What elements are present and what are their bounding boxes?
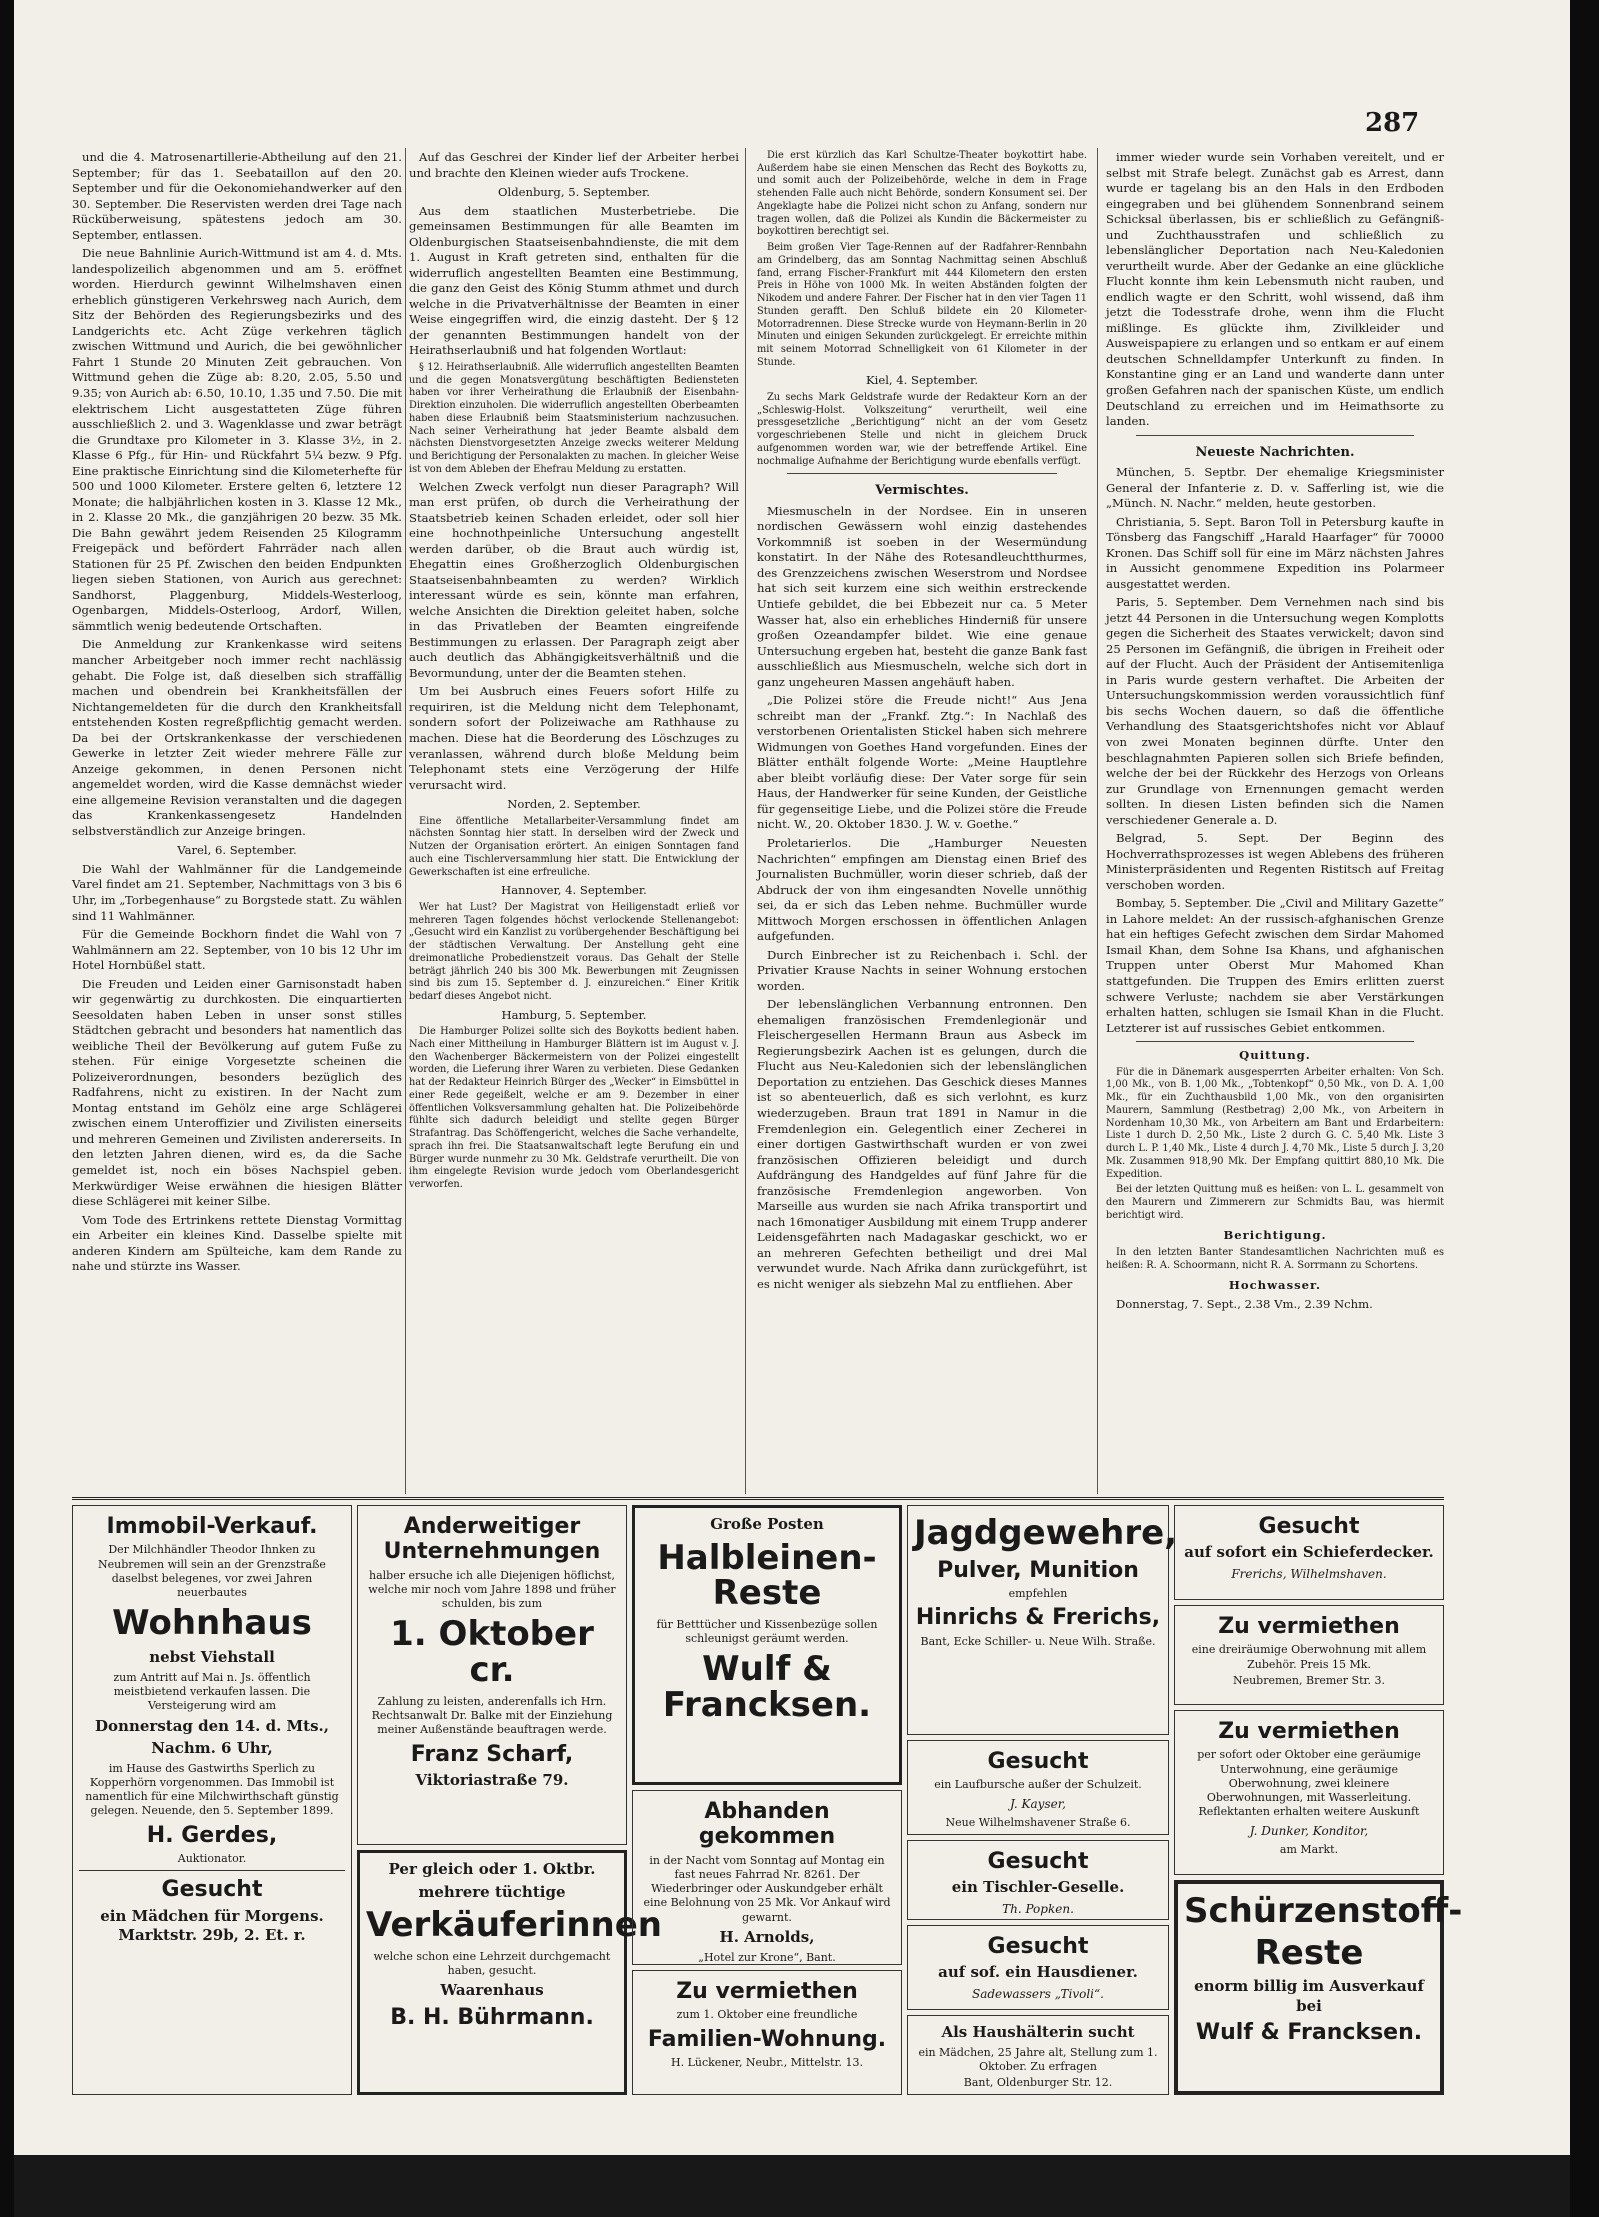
ad-date: Donnerstag den 14. d. Mts., — [95, 1716, 329, 1735]
ad-text: für Betttücher und Kissenbezüge sollen schleunigst geräumt werden. — [656, 1617, 878, 1646]
column-divider — [1097, 148, 1098, 1494]
ad-headline: Schürzenstoff- — [1184, 1891, 1463, 1931]
ad-signature: H. Arnolds, — [719, 1928, 815, 1947]
ad-text: im Hause des Gastwirths Sperlich zu Kopperhörn vorgenommen. Das Immobil ist namentlich für eine Milchwirthschaft günstig gelegen. Neuende, den 5. September 1899. — [85, 1761, 339, 1818]
ad-signature: H. Gerdes, — [146, 1822, 278, 1848]
article-text: Welchen Zweck verfolgt nun dieser Paragraph? Will man erst prüfen, ob durch die Verheirathung der Staatsbetrieb keinen Schaden erleidet, oder soll hier eine hochnothpeinliche Untersuchung angestellt werden darüber, ob die Braut auch würdig ist, Ehegattin eines Großherzoglich Oldenburgischen Staatseisenbahnbeamten zu werden? Wirklich interessant würde es sein, könnte man erfahren, welche Ansichten die Direktion geleitet haben, solche in das Privatleben der Beamten eingreifende Bestimmungen zu erlassen. Der Paragraph zeigt aber auch deutlich das Abhängigkeitsverhältniß und die Bevormundung, unter der die Beamten stehen. — [409, 479, 739, 680]
article-text: Donnerstag, 7. Sept., 2.38 Vm., 2.39 Nchm. — [1116, 1296, 1373, 1311]
section-separator — [1136, 1041, 1414, 1042]
article-text: Die neue Bahnlinie Aurich-Wittmund ist am 4. d. Mts. landespolizeilich abgenommen und am 5. eröffnet worden. Hierdurch gewinnt Wilhelmshaven einen erheblich günstigeren Verkehrsweg nach Aurich, dem Sitz der Behörden des Regierungsbezirks und des Landgerichts etc. Acht Züge verkehren täglich zwischen Wittmund und Aurich, die bei gewöhnlicher Fahrt 1 Stunde 20 Minuten Zeit gebrauchen. Von Wittmund gehen die Züge ab: 8.20, 2.05, 5.50 und 9.35; von Aurich ab: 6.50, 10.10, 1.35 und 7.50. Die mit elektrischem Licht ausgestatteten Züge führen ausschließlich 2. und 3. Wagenklasse und zwar beträgt die Grundtaxe pro Kilometer in 3. Klasse 3½, in 2. Klasse 6 Pfg., für Hin- und Rückfahrt 5¼ bezw. 9 Pfg. Eine praktische Einrichtung sind die Kilometerhefte für 500 und 1000 Kilometer. Erstere gelten 6, letztere 12 Monate; die halbjährlichen kosten in 3. Klasse 12 Mk., in 2. Klasse 20 Mk., die ganzjährigen 20 bezw. 35 Mk. Die Bahn gewährt jedem Reisenden 25 Kilogramm Freigepäck und befördert Fahrräder nach allen Stationen für 25 Pf. Zwischen den beiden Endpunkten liegen sieben Stationen, von Aurich aus gerechnet: Sandhorst, Plaggenburg, Middels-Westerloog, Ogenbargen, Middels-Osterloog, Ardorf, Willen, sämmtlich wenig bedeutende Ortschaften. — [72, 246, 402, 633]
ad-subheadline: mehrere tüchtige — [418, 1882, 566, 1901]
section-heading: Berichtigung. — [1223, 1228, 1327, 1243]
ad-headline: 1. Oktober cr. — [390, 1614, 594, 1691]
ad-address: Neubremen, Bremer Str. 3. — [1232, 1673, 1386, 1687]
ad-hausdiener — [907, 1925, 1169, 2010]
ad-address: „Hotel zur Krone“, Bant. — [698, 1950, 836, 1964]
ad-schuerzenstoff-reste — [1174, 1880, 1463, 2095]
ad-title: Große Posten — [710, 1515, 824, 1533]
article-text: Die Freuden und Leiden einer Garnisonstadt haben wir gegenwärtig zu durchkosten. Die einquartierten Seesoldaten haben Leben in unser sonst stilles Städtchen gebracht und besonders hat namentlich das weibliche Theil der Bevölkerung auf gutem Fuße zu stehen. Für einige Vorgesetzte scheinen die Polizeiverordnungen, besonders bezüglich des Radfahrens, nicht zu existiren. In der Nacht zum Montag entstand im Gehölz eine arge Schlägerei zwischen einem Unteroffizier und Zivilisten einerseits und mehreren Gemeinen und Zivilisten andererseits. In den letzten Jahren dienen, wird es, da die Sache gemeldet ist, noch ein böses Nachspiel geben. Merkwürdiger Weise erwähnen die hiesigen Blätter diese Schlägerei mit keiner Silbe. — [72, 976, 402, 1209]
section-separator — [787, 473, 1057, 474]
article-text: Zu sechs Mark Geldstrafe wurde der Redakteur Korn an der „Schleswig-Holst. Volkszeitung“ verurtheilt, weil eine pressgesetzliche „Berichtigung“ nicht an der vom Gesetz vorgeschriebenen Stelle und nicht in gleichem Druck aufgenommen worden war, wie der betreffende Artikel. Eine nochmalige Aufnahme der Berichtigung wurde ebenfalls verfügt. — [757, 392, 1087, 467]
dateline: Hamburg, 5. September. — [501, 1007, 647, 1022]
ad-text: ein Laufbursche außer der Schulzeit. — [934, 1778, 1142, 1792]
ad-text: per sofort oder Oktober eine geräumige Unterwohnung, eine geräumige Oberwohnung, zwei kleinere Oberwohnungen, mit Wasserleitung. Reflektanten erhalten weitere Auskunft — [1197, 1748, 1421, 1819]
ad-text: in der Nacht vom Sonntag auf Montag ein fast neues Fahrrad Nr. 8261. Der Wiederbringer oder Auskundgeber erhält eine Belohnung von 25 Mk. Vor Ankauf wird gewarnt. — [643, 1853, 891, 1924]
article-text: Für die Gemeinde Bockhorn findet die Wahl von 7 Wahlmännern am 22. September, von 10 bis 12 Uhr im Hotel Hornbüßel statt. — [72, 927, 402, 973]
ad-headline: Familien-Wohnung. — [647, 2026, 887, 2052]
ad-title: Als Haushälterin sucht — [941, 2023, 1135, 2041]
article-text: Durch Einbrecher ist zu Reichenbach i. Schl. der Privatier Krause Nachts in seiner Wohnung erstochen worden. — [757, 947, 1087, 993]
ad-title: Gesucht — [987, 1934, 1089, 1959]
dateline: Norden, 2. September. — [507, 797, 641, 812]
ad-text: Der Milchhändler Theodor Ihnken zu Neubremen will sein an der Grenzstraße daselbst belegenes, vor zwei Jahren neuerbautes — [98, 1543, 326, 1600]
article-text: Miesmuscheln in der Nordsee. Ein in unseren nordischen Gewässern wohl einzig dastehendes Vorkommniß ist soeben in der Wesermündung konstatirt. In der Nähe des Rotesandleuchtthurmes, des Grenzzeichens zwischen Weserstrom und Nordsee hat sich seit kurzem eine sich weithin erstreckende Untiefe gebildet, die bei Ebbezeit nur ca. 5 Meter Wasser hat, also ein erhebliches Hinderniß für unsere großen Ozeandampfer bildet. Wie eine genaue Untersuchung ergeben hat, besteht die ganze Bank fast ausschließlich aus Miesmuscheln, welche sich dort in ganz ungeheuren Massen angehäuft haben. — [757, 503, 1087, 689]
ad-text: eine dreiräumige Oberwohnung mit allem Zubehör. Preis 15 Mk. — [1191, 1643, 1427, 1671]
ad-text: zum 1. Oktober eine freundliche — [676, 2008, 858, 2022]
article-text: immer wieder wurde sein Vorhaben vereitelt, und er selbst mit Strafe belegt. Zunächst gab es Arrest, dann wurde er tagelang bis an den Hals in den Erdboden eingegraben und bei glühendem Sonnenbrand seinem Schicksal überlassen, bis er schließlich zu Gefängniß- und Zuchthausstrafen und schließlich zu lebenslänglicher Deportation nach Neu-Kaledonien verurtheilt wurde. Aber der Gedanke an eine glückliche Flucht konnte ihm kein Lebensmuth nicht rauben, und endlich wagte er den Schritt, wohl wissend, daß ihm jetzt die Todesstrafe drohe, wenn ihm die Flucht mißlinge. Es glückte ihm, Zivilkleider und Ausweispapiere zu erlangen und so entkam er auf einem deutschen Schnelldampfer Unterkunft zu finden. In Konstantine ging er an Land und wanderte dann unter großen Gefahren nach der spanischen Küste, um endlich Deutschland zu erreichen und im Heimathsorte zu landen. — [1106, 150, 1444, 429]
ad-address: Neue Wilhelmshavener Straße 6. — [945, 1816, 1131, 1830]
article-text: Belgrad, 5. Sept. Der Beginn des Hochverrathsprozesses ist wegen Ablebens des früheren Ministerpräsidenten und Regenten Ristitsch auf Freitag verschoben worden. — [1106, 831, 1444, 892]
ad-signature: J. Kayser, — [1010, 1796, 1066, 1811]
article-text: Paris, 5. September. Dem Vernehmen nach sind bis jetzt 44 Personen in die Untersuchung wegen Komplotts gegen die Sicherheit des Staates verwickelt; davon sind 25 Personen im Gefängniß, die übrigen in Freiheit oder auf der Flucht. Auch der Präsident der Antisemitenliga in Paris wurde gestern verhaftet. Die Arbeiten der Untersuchungskommission werden voraussichtlich fünf bis sechs Wochen dauern, so daß die öffentliche Verhandlung des Staatsgerichtshofes nicht vor Ablauf von zwei Monaten beginnen dürfte. Unter den beschlagnahmten Papieren sollen sich Briefe befinden, welche der bei der Rückkehr des Herzogs von Orleans zur Grundlage von Ernennungen gemacht werden sollten. In diesen Listen befinden sich die Namen verschiedener Generale a. D. — [1106, 595, 1444, 827]
ad-address: Viktoriastraße 79. — [415, 1771, 569, 1790]
advertisement-section-rule — [72, 1497, 1444, 1500]
article-text: Vom Tode des Ertrinkens rettete Dienstag Vormittag ein Arbeiter ein kleines Kind. Dasselbe spielte mit anderen Kindern am Spülteiche, kam dem Rande zu nahe und stürzte ins Wasser. — [72, 1212, 402, 1274]
article-text: München, 5. Septbr. Der ehemalige Kriegsminister General der Infanterie z. D. v. Safferling ist, wie die „Münch. N. Nachr.“ melden, heute gestorben. — [1106, 464, 1444, 511]
article-text: Bei der letzten Quittung muß es heißen: von L. L. gesammelt von den Maurern und Zimmerern zur Schmidts Bau, was hiermit berichtigt wird. — [1106, 1184, 1444, 1221]
ad-verkaeuferinnen — [357, 1850, 662, 2095]
ad-signature: Franz Scharf, — [410, 1741, 574, 1767]
ad-title: Zu vermiethen — [1218, 1614, 1400, 1639]
ad-zu-vermiethen-familienwohnung — [632, 1970, 902, 2095]
ad-subheadline: Waarenhaus — [440, 1981, 544, 2000]
ad-signature: Th. Popken. — [1002, 1901, 1074, 1916]
ad-signature: Wulf & Francksen. — [662, 1649, 872, 1726]
ad-jagdgewehre — [907, 1505, 1178, 1735]
section-heading: Hochwasser. — [1228, 1278, 1322, 1293]
ad-schieferdecker — [1174, 1505, 1444, 1600]
ad-text: Zahlung zu leisten, anderenfalls ich Hrn. Rechtsanwalt Dr. Balke mit der Einziehung meiner Außenstände beauftragen werde. — [371, 1694, 613, 1737]
article-text: Christiania, 5. Sept. Baron Toll in Petersburg kaufte in Tönsberg das Fangschiff „Harald Haarfager“ für 70000 Kronen. Das Schiff soll für eine im März nächsten Jahres in Aussicht genommene Expedition ins Polarmeer ausgestattet werden. — [1106, 514, 1444, 591]
article-text: Die Anmeldung zur Krankenkasse wird seitens mancher Arbeitgeber noch immer recht nachlässig gehabt. Die Folge ist, daß dieselben sich straffällig machen und obendrein bei Krankheitsfällen der Nichtangemeldeten für die durch den Krankheitsfall entstehenden Kosten regreßpflichtig gemacht werden. Da bei der Ortskrankenkasse der verschiedenen Gewerke in letzter Zeit wieder mehrere Fälle zur Anzeige gekommen, in denen Personen nicht angemeldet worden, wird die Kasse demnächst wieder eine allgemeine Revision veranstalten und die dagegen das Krankenkassengesetz Handelnden selbstverständlich zur Anzeige bringen. — [72, 637, 402, 838]
ad-franz-scharf — [357, 1505, 627, 1845]
article-text: Für die in Dänemark ausgesperrten Arbeiter erhalten: Von Sch. 1,00 Mk., von B. 1,00 Mk., „Tobtenkopf“ 0,50 Mk., von D. A. 1,00 Mk., für ein Zuchthausbild 1,00 Mk., von den organisirten Maurern, Sammlung (Restbetrag) 2,00 Mk., von Arbeitern in Nordenham 10,30 Mk., von Arbeitern am Bant und Erdarbeitern: Liste 1 durch D. 2,50 Mk., Liste 2 durch G. C. 5,40 Mk. Liste 3 durch L. P. 1,40 Mk., Liste 4 durch J. 4,70 Mk., Liste 5 durch J. 3,20 Mk. Zusammen 918,90 Mk. Der Empfang quittirt 880,10 Mk. Die Expedition. — [1106, 1066, 1444, 1180]
ad-title: Abhanden gekommen — [698, 1799, 836, 1850]
dateline: Oldenburg, 5. September. — [498, 185, 650, 200]
ad-title: Gesucht — [987, 1749, 1089, 1774]
ad-signature: Wulf & Francksen. — [1195, 2020, 1423, 2046]
ad-subheadline: Pulver, Munition — [937, 1557, 1139, 1583]
section-heading: Vermischtes. — [875, 483, 969, 499]
ad-zu-vermiethen-wohnungen — [1174, 1710, 1444, 1875]
article-text: Eine öffentliche Metallarbeiter-Versammlung findet am nächsten Sonntag hier statt. In derselben wird der Zweck und Nutzen der Organisation erörtert. An einigen Sonntagen fand auch eine Tischlerversammlung hier statt. Die Entwicklung der Gewerkschaften ist eine erfreuliche. — [409, 815, 739, 878]
ad-signature: B. H. Bührmann. — [390, 2004, 594, 2030]
article-text: Aus dem staatlichen Musterbetriebe. Die gemeinsamen Bestimmungen für alle Beamten im Oldenburgischen Staatseisenbahndienste, die mit dem 1. August in Kraft getreten sind, enthalten für die widerruflich angestellten Beamten eine Bestimmung, die ganz den Geist des König Stumm athmet und durch welche in die Privatverhältnisse der Beamten in einer Weise eingegriffen wird, die einzig dasteht. Der § 12 der genannten Bestimmungen handelt von der Heirathserlaubniß und hat folgenden Wortlaut: — [409, 203, 739, 358]
dateline: Varel, 6. September. — [177, 843, 297, 858]
ad-address: Bant, Oldenburger Str. 12. — [963, 2076, 1113, 2090]
ad-title: Zu vermiethen — [1218, 1719, 1400, 1744]
ad-headline: Halbleinen-Reste — [657, 1537, 877, 1614]
ad-signature: J. Dunker, Konditor, — [1249, 1823, 1369, 1838]
article-text: Bombay, 5. September. Die „Civil and Military Gazette“ in Lahore meldet: An der russisch-afghanischen Grenze hat ein heftiges Gefecht zwischen dem Sirdar Mahomed Ismail Khan, dem Sohne Isa Khans, und afghanischen Truppen unter Oberst Mur Mahomed Khan stattgefunden. Die Truppen des Emirs erlitten zuerst schwere Verluste; nachdem sie aber Verstärkungen erhalten hatten, schlugen sie Ismail Khan in die Flucht. Letzterer ist auf russisches Gebiet entkommen. — [1106, 896, 1444, 1035]
ad-text: enorm billig im Ausverkauf bei — [1194, 1977, 1424, 2015]
ad-address: H. Lückener, Neubr., Mittelstr. 13. — [670, 2055, 863, 2069]
section-heading: Neueste Nachrichten. — [1195, 444, 1355, 460]
article-text: Um bei Ausbruch eines Feuers sofort Hilfe zu requiriren, ist die Meldung nicht dem Telephonamt, sondern sofort der Polizeiwache am Rathhause zu machen. Diese hat die Beorderung des Löschzuges zu veranlassen, während durch bloße Meldung beim Telephonamt stets eine Verzögerung der Hilfe verursacht wird. — [409, 684, 739, 792]
ad-abhanden-gekommen — [632, 1790, 902, 1965]
scan-edge-right — [1570, 0, 1599, 2217]
article-text: Auf das Geschrei der Kinder lief der Arbeiter herbei und brachte den Kleinen wieder aufs Trockene. — [409, 150, 739, 180]
column-divider — [745, 148, 746, 1494]
ad-headline: Verkäuferinnen — [366, 1905, 662, 1945]
ad-text: ein Mädchen für Morgens. Marktstr. 29b, 2. Et. r. — [100, 1906, 324, 1945]
ad-signature: Frerichs, Wilhelmshaven. — [1231, 1566, 1387, 1581]
column-2 — [409, 150, 739, 1490]
article-text: Proletarierlos. Die „Hamburger Neuesten Nachrichten“ empfingen am Dienstag einen Brief des Journalisten Buchmüller, worin dieser schrieb, daß der Abdruck der von ihm eingesandten Novelle unnöthig sei, da er sich das Leben nehme. Buchmüller wurde Mittwoch Morgen erschossen in öffentlichen Anlagen aufgefunden. — [757, 835, 1087, 944]
ad-title: Gesucht — [987, 1849, 1089, 1874]
ad-title: Zu vermiethen — [676, 1979, 858, 2004]
article-text: Beim großen Vier Tage-Rennen auf der Radfahrer-Rennbahn am Grindelberg, das am Sonntag Nachmittag seinen Abschluß fand, errang Fischer-Frankfurt mit 444 Kilometern den ersten Preis in Höhe von 1000 Mk. In weiten Abständen folgten der Nikodem und andere Fahrer. Der Fischer hat in den vier Tagen 11 Stunden gerafft. Den Schluß bildete ein 20 Kilometer-Motorradrennen. Diese Strecke wurde von Heymann-Berlin in 20 Minuten und einigen Sekunden zurückgelegt. Er erreichte mithin mit seinem Motorrad Schnelligkeit von 61 Kilometer in der Stunde. — [757, 242, 1087, 368]
scan-edge-bottom — [14, 2155, 1570, 2217]
column-1 — [72, 150, 402, 1490]
ad-text: empfehlen — [1008, 1586, 1068, 1600]
ad-headline: Jagdgewehre, — [914, 1513, 1178, 1553]
article-text: Der lebenslänglichen Verbannung entronnen. Den ehemaligen französischen Fremdenlegionär und Fleischergesellen Hermann Braun aus Asbeck im Regierungsbezirk Aachen ist es gelungen, durch die Flucht aus Neu-Kaledonien sich der lebenslänglichen Deportation zu entziehen. Das Geschick dieses Mannes ist so abenteuerlich, daß es sich verlohnt, es kurz wiederzugeben. Braun trat 1891 in Namur in die Fremdenlegion ein. Gelegentlich einer Zecherei in einer dortigen Gastwirthschaft wurden er von zwei französischen Offizieren beleidigt und durch Aufdrängung des Handgeldes auf fünf Jahre für die französische Fremdenlegion angeworben. Von Marseille aus wurden sie nach Afrika transportirt und nach 16monatiger Ausbildung mit einem Trupp anderer Leidensgefährten nach Madagaskar geschickt, wo er an mehreren Gefechten betheiligt und drei Mal verwundet wurde. Nach Afrika dann zurückgeführt, ist es nicht weniger als siebzehn Mal zu entfliehen. Aber — [757, 997, 1087, 1291]
ad-signature: Sadewassers „Tivoli“. — [972, 1986, 1104, 2001]
ad-title: Gesucht — [79, 1870, 345, 1902]
ad-halbleinen-reste — [632, 1505, 902, 1785]
ad-title: Gesucht — [1258, 1514, 1360, 1539]
quoted-paragraph: § 12. Heirathserlaubniß. Alle widerruflich angestellten Beamten und die gegen Monatsvergütung beschäftigten Bediensteten haben vor ihrer Verheirathung die Erlaubniß der Eisenbahn-Direktion einzuholen. Die widerruflich angestellten Oberbeamten haben diese Erlaubniß beim Staatsministerium nachzusuchen. Nach seiner Verheirathung hat jeder Beamte alsbald dem nächsten Dienstvorgesetzten Anzeige zwecks weiterer Meldung und Berichtigung der Personalakten zu machen. In gleicher Weise ist von dem Ableben der Ehefrau Meldung zu erstatten. — [409, 361, 739, 475]
article-text: und die 4. Matrosenartillerie-Abtheilung auf den 21. September; für das 1. Seebataillon auf den 20. September und für die Oekonomiehandwerker auf den 30. September. Die Reservisten werden drei Tage nach Rücküberweisung, spätestens jedoch am 30. September, entlassen. — [72, 150, 402, 242]
article-text: Die Wahl der Wahlmänner für die Landgemeinde Varel findet am 21. September, Nachmittags von 3 bis 6 Uhr, im „Torbegenhause“ zu Borgstede statt. Zu wählen sind 11 Wahlmänner. — [72, 861, 402, 923]
column-divider — [405, 148, 406, 1494]
article-text: In den letzten Banter Standesamtlichen Nachrichten muß es heißen: R. A. Schoormann, nicht R. A. Sorrmann zu Schortens. — [1106, 1246, 1444, 1271]
ad-title: Immobil-Verkauf. — [106, 1514, 318, 1539]
article-text: „Die Polizei störe die Freude nicht!“ Aus Jena schreibt man der „Frankf. Ztg.“: In Nachlaß des verstorbenen Orientalisten Stickel haben sich mehrere Widmungen von Goethes Hand vorgefunden. Eines der Blätter enthält folgende Worte: „Meine Hauptlehre aber bleibt vorläufig diese: Der Vater sorge für sein Haus, der Handwerker für seine Kunden, der Geistliche für gegenseitige Liebe, und die Polizei störe die Freude nicht. W., 20. Oktober 1830. J. W. v. Goethe.“ — [757, 693, 1087, 832]
ad-time: Nachm. 6 Uhr, — [151, 1739, 273, 1758]
ad-headline: Wohnhaus — [112, 1603, 312, 1644]
ad-headline: ein Tischler-Geselle. — [951, 1878, 1125, 1897]
ad-laufbursche — [907, 1740, 1169, 1835]
ad-text: zum Antritt auf Mai n. Js. öffentlich meistbietend verkaufen lassen. Die Versteigerung wird am — [113, 1670, 311, 1713]
article-text: Wer hat Lust? Der Magistrat von Heiligenstadt erließ vor mehreren Tagen folgendes höchst verlockende Stellenangebot: „Gesucht wird ein Kanzlist zu vorübergehender Beschäftigung bei der städtischen Verwaltung. Der Anstellung geht eine dreimonatliche Probedienstzeit voraus. Das Gehalt der Stelle beträgt jährlich 240 bis 300 Mk. Bewerbungen mit Zeugnissen sind bis zum 15. September d. J. einzureichen.“ Einer Kritik bedarf dieses Angebot nicht. — [409, 901, 739, 1003]
ad-text: ein Mädchen, 25 Jahre alt, Stellung zum 1. Oktober. Zu erfragen — [918, 2045, 1158, 2073]
dateline: Hannover, 4. September. — [501, 883, 647, 898]
ad-text: auf sof. ein Hausdiener. — [938, 1963, 1138, 1982]
ad-subheadline: nebst Viehstall — [149, 1648, 275, 1667]
ad-title: Anderweitiger Unternehmungen — [383, 1514, 601, 1565]
article-text: Die erst kürzlich das Karl Schultze-Theater boykottirt habe. Außerdem habe sie einen Menschen das Recht des Boykotts zu, und somit auch der Polizeibehörde, welche in dem in Frage stehenden Falle auch nicht Behörde, sondern Konsument sei. Der Angeklagte habe die Polizei nicht schon zu Anfang, sondern nur tragen wollen, daß die Polizei als Kundin die Bäckermeister zu boykottiren berechtigt sei. — [757, 150, 1087, 238]
section-heading: Quittung. — [1239, 1048, 1311, 1063]
ad-text: halber ersuche ich alle Diejenigen höflichst, welche mir noch vom Jahre 1898 und früher schulden, bis zum — [368, 1568, 616, 1611]
ad-haushaelterin — [907, 2015, 1169, 2095]
page-number: 287 — [1365, 108, 1420, 138]
ad-signature: Hinrichs & Frerichs, — [915, 1605, 1161, 1631]
ad-text: auf sofort ein Schieferdecker. — [1184, 1543, 1434, 1562]
ad-title: Per gleich oder 1. Oktbr. — [388, 1860, 596, 1878]
column-3 — [757, 150, 1087, 1490]
dateline: Kiel, 4. September. — [865, 373, 979, 388]
ad-immobil-verkauf — [72, 1505, 352, 2095]
ad-headline: Reste — [1254, 1932, 1364, 1973]
column-4 — [1106, 150, 1444, 1490]
article-text: Die Hamburger Polizei sollte sich des Boykotts bedient haben. Nach einer Mittheilung in Hamburger Blättern ist im August v. J. den Wachenberger Bäckermeistern von der Polizei eingestellt worden, die Lieferung ihrer Waren zu verbieten. Diese Gedanken hat der Redakteur Heinrich Bürger des „Wecker“ in Eimsbüttel in einer Rede gegeißelt, welche er am 9. Dezember in einer öffentlichen Volksversammlung gehalten hat. Die Polizeibehörde fühlte sich dadurch beleidigt und stellte gegen Bürger Strafantrag. Das Schöffengericht, welches die Sache verhandelte, sprach ihn frei. Die Staatsanwaltschaft legte Berufung ein und Bürger wurde nunmehr zu 30 Mk. Geldstrafe verurtheilt. Die von ihm eingelegte Revision wurde jedoch vom Oberlandesgericht verworfen. — [409, 1026, 739, 1191]
ad-address: am Markt. — [1279, 1843, 1339, 1857]
scan-edge-left — [0, 0, 14, 2217]
ad-tischler-geselle — [907, 1840, 1169, 1920]
ad-text: welche schon eine Lehrzeit durchgemacht haben, gesucht. — [373, 1949, 611, 1977]
ad-zu-vermiethen-oberwohnung — [1174, 1605, 1444, 1705]
ad-signature-role: Auktionator. — [177, 1852, 247, 1866]
ad-address: Bant, Ecke Schiller- u. Neue Wilh. Straße. — [920, 1634, 1156, 1648]
section-separator — [1136, 435, 1414, 436]
